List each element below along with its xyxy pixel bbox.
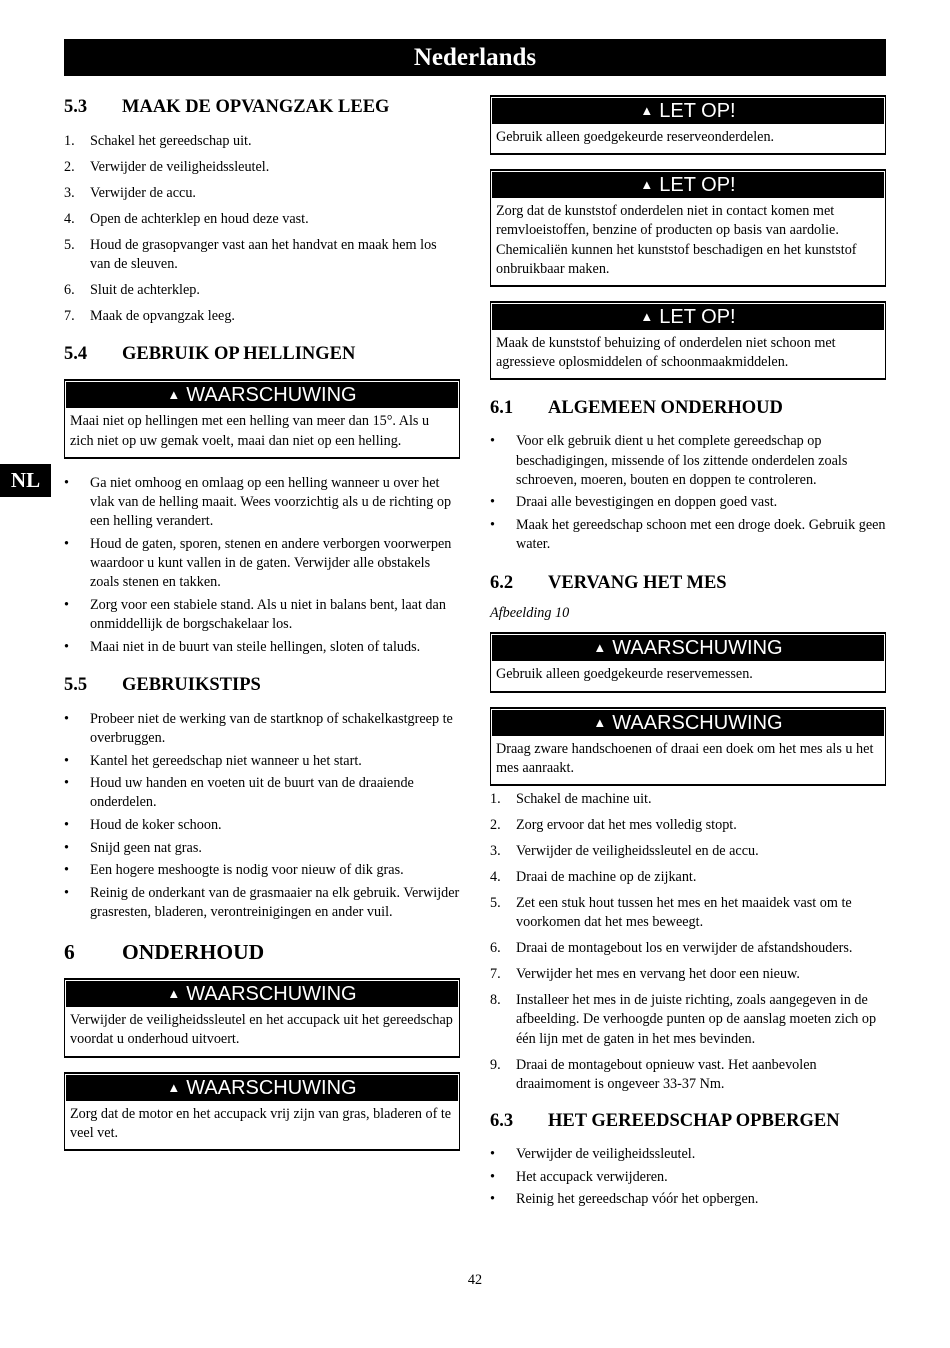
right-column [490, 95, 886, 1213]
list-item: 3. Verwijder de veiligheidssleutel en de accu. [490, 843, 759, 860]
list-item: • Probeer niet de werking van de startknop of schakelkastgreep te overbruggen. [64, 710, 453, 747]
notice-header: ▲ LET OP! [492, 304, 884, 330]
warning-triangle-icon: ▲ [640, 309, 654, 325]
notice-text: Maak de kunststof behuizing of onderdelen niet schoon met agressieve oplosmiddelen of schoonmaakmiddelen. [496, 335, 836, 371]
bullet-list-5-4 [64, 474, 460, 657]
warning-text: Zorg dat de motor en het accupack vrij zijn van gras, bladeren of te veel vet. [70, 1105, 452, 1141]
steps-list-6-2 [490, 790, 886, 1094]
section-heading-6-2: 6.2 VERVANG HET MES [490, 573, 727, 594]
list-item: 3. Verwijder de accu. [64, 185, 196, 201]
steps-list-5-3 [64, 132, 460, 326]
list-item: 2. Zorg ervoor dat het mes volledig stopt. [490, 817, 737, 834]
list-item: 4. Open de achterklep en houd deze vast. [64, 211, 309, 227]
warning-triangle-icon: ▲ [167, 387, 181, 403]
warning-triangle-icon: ▲ [593, 640, 607, 656]
warning-header: ▲ WAARSCHUWING [66, 1075, 458, 1101]
list-item: • Verwijder de veiligheidssleutel. [490, 1146, 696, 1163]
list-item: 7. Verwijder het mes en vervang het door een nieuw. [490, 966, 800, 983]
warning-triangle-icon: ▲ [593, 714, 607, 730]
list-item: • Het accupack verwijderen. [490, 1168, 668, 1185]
list-item: 5. Zet een stuk hout tussen het mes en het maaidek vast om te voorkomen dat het mes beweegt. [490, 895, 852, 931]
list-item: 4. Draai de machine op de zijkant. [490, 869, 697, 886]
list-item: 9. Draai de montagebout opnieuw vast. Het aanbevolen draaimoment is ongeveer 33-37 Nm. [490, 1056, 817, 1092]
section-heading-5-5: 5.5 GEBRUIKSTIPS [64, 674, 261, 695]
bullet-list-5-5 [64, 710, 460, 922]
warning-triangle-icon: ▲ [640, 177, 654, 193]
warning-triangle-icon: ▲ [640, 103, 654, 118]
list-item: • Reinig het gereedschap vóór het opbergen. [490, 1191, 759, 1208]
warning-box [64, 1072, 460, 1151]
list-item: • Maai niet in de buurt van steile hellingen, sloten of taluds. [64, 638, 421, 655]
warning-text: Draag zware handschoenen of draai een doek om het mes als u het mes aanraakt. [496, 740, 874, 776]
bullet-list-6-1 [490, 432, 886, 554]
list-item: • Reinig de onderkant van de grasmaaier na elk gebruik. Verwijder grasresten, bladeren, verontreinigingen en ander vuil. [64, 884, 460, 920]
warning-header: ▲ WAARSCHUWING [66, 981, 458, 1007]
notice-text: Zorg dat de kunststof onderdelen niet in contact komen met remvloeistoffen, benzine of producten op basis van aardolie. Chemicaliën kunnen het kunststof beschadigen en het kunststof onbruikbaar maken. [496, 203, 857, 277]
list-item: 1. Schakel het gereedschap uit. [64, 133, 252, 149]
list-item: • Kantel het gereedschap niet wanneer u het start. [64, 752, 362, 769]
notice-text: Gebruik alleen goedgekeurde reserveonderdelen. [496, 129, 775, 145]
warning-box [490, 707, 886, 786]
list-item: • Voor elk gebruik dient u het complete gereedschap op beschadigingen, missende of los zittende onderdelen zoals schroeven, moeren, bouten en doppen te controleren. [490, 433, 848, 488]
warning-triangle-icon: ▲ [167, 1079, 181, 1095]
warning-triangle-icon: ▲ [167, 986, 181, 1002]
notice-box [490, 169, 886, 287]
section-heading-5-3: 5.3 MAAK DE OPVANGZAK LEEG [64, 97, 390, 117]
list-item: 6. Sluit de achterklep. [64, 282, 200, 299]
section-heading-6: 6 ONDERHOUD [64, 940, 265, 965]
list-item: • Houd de koker schoon. [64, 817, 222, 833]
figure-caption: Afbeelding 10 [490, 605, 570, 622]
warning-box [64, 978, 460, 1057]
warning-text: Verwijder de veiligheidssleutel en het accupack uit het gereedschap voordat u onderhoud uitvoert. [70, 1012, 453, 1048]
list-item: 5. Houd de grasopvanger vast aan het handvat en maak hem los van de sleuven. [64, 237, 437, 273]
warning-box [64, 379, 460, 458]
list-item: • Maak het gereedschap schoon met een droge doek. Gebruik geen water. [490, 517, 886, 553]
notice-header: ▲ LET OP! [492, 98, 884, 124]
warning-box [490, 632, 886, 692]
warning-header: ▲ WAARSCHUWING [492, 710, 884, 736]
list-item: 7. Maak de opvangzak leeg. [64, 308, 235, 325]
section-heading-5-4: 5.4 GEBRUIK OP HELLINGEN [64, 344, 356, 365]
section-heading-6-3: 6.3 HET GEREEDSCHAP OPBERGEN [490, 1111, 840, 1132]
list-item: • Een hogere meshoogte is nodig voor nieuw of dik gras. [64, 862, 404, 879]
list-item: 2. Verwijder de veiligheidssleutel. [64, 159, 270, 175]
list-item: 8. Installeer het mes in de juiste richting, zoals aangegeven in de afbeelding. De verhoogde punten op de aanslag moeten zich op één lijn met de gaten in het mes bevinden. [490, 992, 877, 1047]
list-item: 6. Draai de montagebout los en verwijder de afstandshouders. [490, 940, 853, 957]
bullet-list-6-3 [490, 1145, 886, 1209]
left-column [64, 90, 460, 1151]
list-item: 1. Schakel de machine uit. [490, 791, 652, 808]
section-heading-6-1: 6.1 ALGEMEEN ONDERHOUD [490, 398, 783, 419]
warning-header: ▲ WAARSCHUWING [492, 635, 884, 661]
warning-text: Maai niet op hellingen met een helling van meer dan 15°. Als u zich niet op uw gemak voelt, maai dan niet op een helling. [70, 413, 430, 449]
list-item: • Houd de gaten, sporen, stenen en andere verborgen voorwerpen waardoor u kunt vallen in de gaten. Verwijder alle obstakels zoals stenen en takken. [64, 535, 452, 591]
notice-box [490, 95, 886, 155]
list-item: • Zorg voor een stabiele stand. Als u niet in balans bent, laat dan onmiddellijk de borgschakelaar los. [64, 596, 446, 633]
page-number: 42 [467, 1272, 483, 1288]
notice-box [490, 301, 886, 380]
page-title: Nederlands [64, 39, 886, 76]
language-tab: NL [0, 464, 51, 497]
list-item: • Ga niet omhoog en omlaag op een helling wanneer u over het vlak van de helling maait. Wees voorzichtig als u de richting op een helling verandert. [64, 474, 452, 530]
warning-header: ▲ WAARSCHUWING [66, 382, 458, 408]
list-item: • Houd uw handen en voeten uit de buurt van de draaiende onderdelen. [64, 775, 414, 811]
list-item: • Snijd geen nat gras. [64, 839, 202, 856]
list-item: • Draai alle bevestigingen en doppen goed vast. [490, 494, 778, 511]
warning-text: Gebruik alleen goedgekeurde reservemessen. [496, 666, 753, 683]
notice-header: ▲ LET OP! [492, 172, 884, 198]
